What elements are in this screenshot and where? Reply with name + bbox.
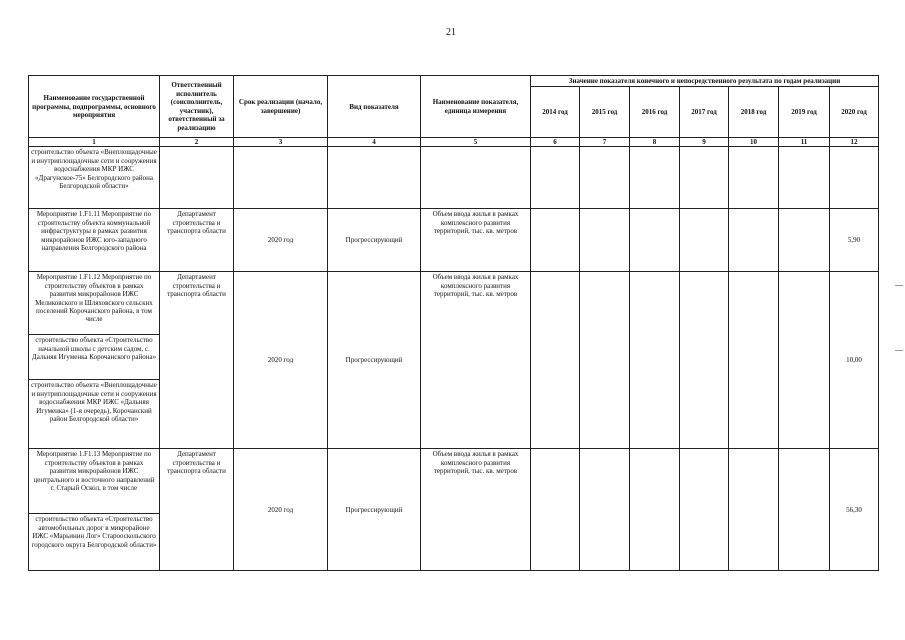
empty-cell	[580, 147, 630, 209]
empty-cell	[680, 147, 729, 209]
column-number: 5	[421, 138, 531, 147]
header-type: Вид показателя	[328, 76, 421, 138]
header-year: 2017 год	[680, 87, 729, 138]
activity-name-cell: строительство объекта «Внеплощадочные и внутриплощадочные сети и сооружения водоснабжения МКР ИЖС «Дальняя Игуменка» (1-я очередь), Корочанский район Белгородской области»	[29, 380, 160, 449]
empty-cell	[531, 449, 580, 571]
empty-cell	[680, 209, 729, 272]
executor-cell: Департамент строительства и транспорта области	[160, 272, 234, 449]
table-row	[29, 272, 879, 335]
table-row	[29, 209, 879, 272]
indicator-type-cell: Прогрессирующий	[328, 449, 421, 571]
empty-cell	[680, 449, 729, 571]
table-row	[29, 147, 879, 209]
column-number: 3	[234, 138, 328, 147]
scan-mark	[895, 350, 903, 351]
empty-cell	[630, 272, 680, 449]
period-cell: 2020 год	[234, 449, 328, 571]
column-number: 9	[680, 138, 729, 147]
header-period: Срок реализации (начало, завершение)	[234, 76, 328, 138]
column-number: 1	[29, 138, 160, 147]
period-cell: 2020 год	[234, 272, 328, 449]
header-year: 2016 год	[630, 87, 680, 138]
indicator-name-cell: Объем ввода жилья в рамках комплексного развития территорий, тыс. кв. метров	[421, 209, 531, 272]
header-executor: Ответственный исполнитель (соисполнитель, участник), ответственный за реализацию	[160, 76, 234, 138]
empty-cell	[830, 147, 879, 209]
activity-name-cell: строительство объекта «Строительство начальной школы с детским садом, с. Дальняя Игуменка Корочанского района»	[29, 335, 160, 380]
value-2020-cell: 10,00	[830, 272, 879, 449]
empty-cell	[779, 147, 830, 209]
header-indicator: Наименование показателя, единица измерения	[421, 76, 531, 138]
column-number: 11	[779, 138, 830, 147]
executor-cell: Департамент строительства и транспорта области	[160, 449, 234, 571]
empty-cell	[531, 147, 580, 209]
column-number: 2	[160, 138, 234, 147]
empty-cell	[160, 147, 234, 209]
scan-mark	[895, 285, 903, 286]
empty-cell	[328, 147, 421, 209]
empty-cell	[580, 209, 630, 272]
header-values-group: Значение показателя конечного и непосредственного результата по годам реализации	[531, 76, 879, 87]
empty-cell	[779, 449, 830, 571]
activity-name-cell: строительство объекта «Внеплощадочные и внутриплощадочные сети и сооружения водоснабжения МКР ИЖС «Драгунское-75» Белгородского района Белгородской области»	[29, 147, 160, 209]
page-number: 21	[446, 27, 456, 38]
empty-cell	[531, 209, 580, 272]
indicator-type-cell: Прогрессирующий	[328, 272, 421, 449]
column-number: 4	[328, 138, 421, 147]
empty-cell	[729, 147, 779, 209]
activity-name-cell: Мероприятие 1.F1.11 Мероприятие по строительству объекта коммунальной инфраструктуры в рамках развития микрорайонов ИЖС юго-западного направления Белгородского района	[29, 209, 160, 272]
empty-cell	[580, 449, 630, 571]
value-2020-cell: 5,90	[830, 209, 879, 272]
header-year: 2014 год	[531, 87, 580, 138]
empty-cell	[729, 449, 779, 571]
executor-cell: Департамент строительства и транспорта области	[160, 209, 234, 272]
empty-cell	[421, 147, 531, 209]
empty-cell	[779, 209, 830, 272]
activity-name-cell: Мероприятие 1.F1.13 Мероприятие по строительству объектов в рамках развития микрорайонов ИЖС центрального и восточного направлений г. Старый Оскол, в том числе	[29, 449, 160, 514]
period-cell: 2020 год	[234, 209, 328, 272]
value-2020-cell: 56,30	[830, 449, 879, 571]
table-row	[29, 449, 879, 514]
empty-cell	[531, 272, 580, 449]
column-number: 10	[729, 138, 779, 147]
activity-name-cell: Мероприятие 1.F1.12 Мероприятие по строительству объектов в рамках развития микрорайонов ИЖС Меликовского и Шляховского сельских поселений Корочанского района, в том числе	[29, 272, 160, 335]
empty-cell	[630, 449, 680, 571]
column-number: 8	[630, 138, 680, 147]
header-year: 2019 год	[779, 87, 830, 138]
empty-cell	[630, 147, 680, 209]
empty-cell	[680, 272, 729, 449]
indicator-name-cell: Объем ввода жилья в рамках комплексного развития территорий, тыс. кв. метров	[421, 272, 531, 449]
empty-cell	[729, 272, 779, 449]
header-name: Наименование государственной программы, подпрограммы, основного мероприятия	[29, 76, 160, 138]
program-indicators-table	[28, 75, 879, 571]
header-year: 2020 год	[830, 87, 879, 138]
empty-cell	[779, 272, 830, 449]
header-year: 2015 год	[580, 87, 630, 138]
column-number: 7	[580, 138, 630, 147]
empty-cell	[729, 209, 779, 272]
activity-name-cell: строительство объекта «Строительство автомобильных дорог в микрорайоне ИЖС «Марьинин Лог» Старооскольского городского округа Белгородской области»	[29, 514, 160, 571]
indicator-type-cell: Прогрессирующий	[328, 209, 421, 272]
empty-cell	[234, 147, 328, 209]
column-number: 12	[830, 138, 879, 147]
empty-cell	[630, 209, 680, 272]
column-number: 6	[531, 138, 580, 147]
header-year: 2018 год	[729, 87, 779, 138]
empty-cell	[580, 272, 630, 449]
indicator-name-cell: Объем ввода жилья в рамках комплексного развития территорий, тыс. кв. метров	[421, 449, 531, 571]
